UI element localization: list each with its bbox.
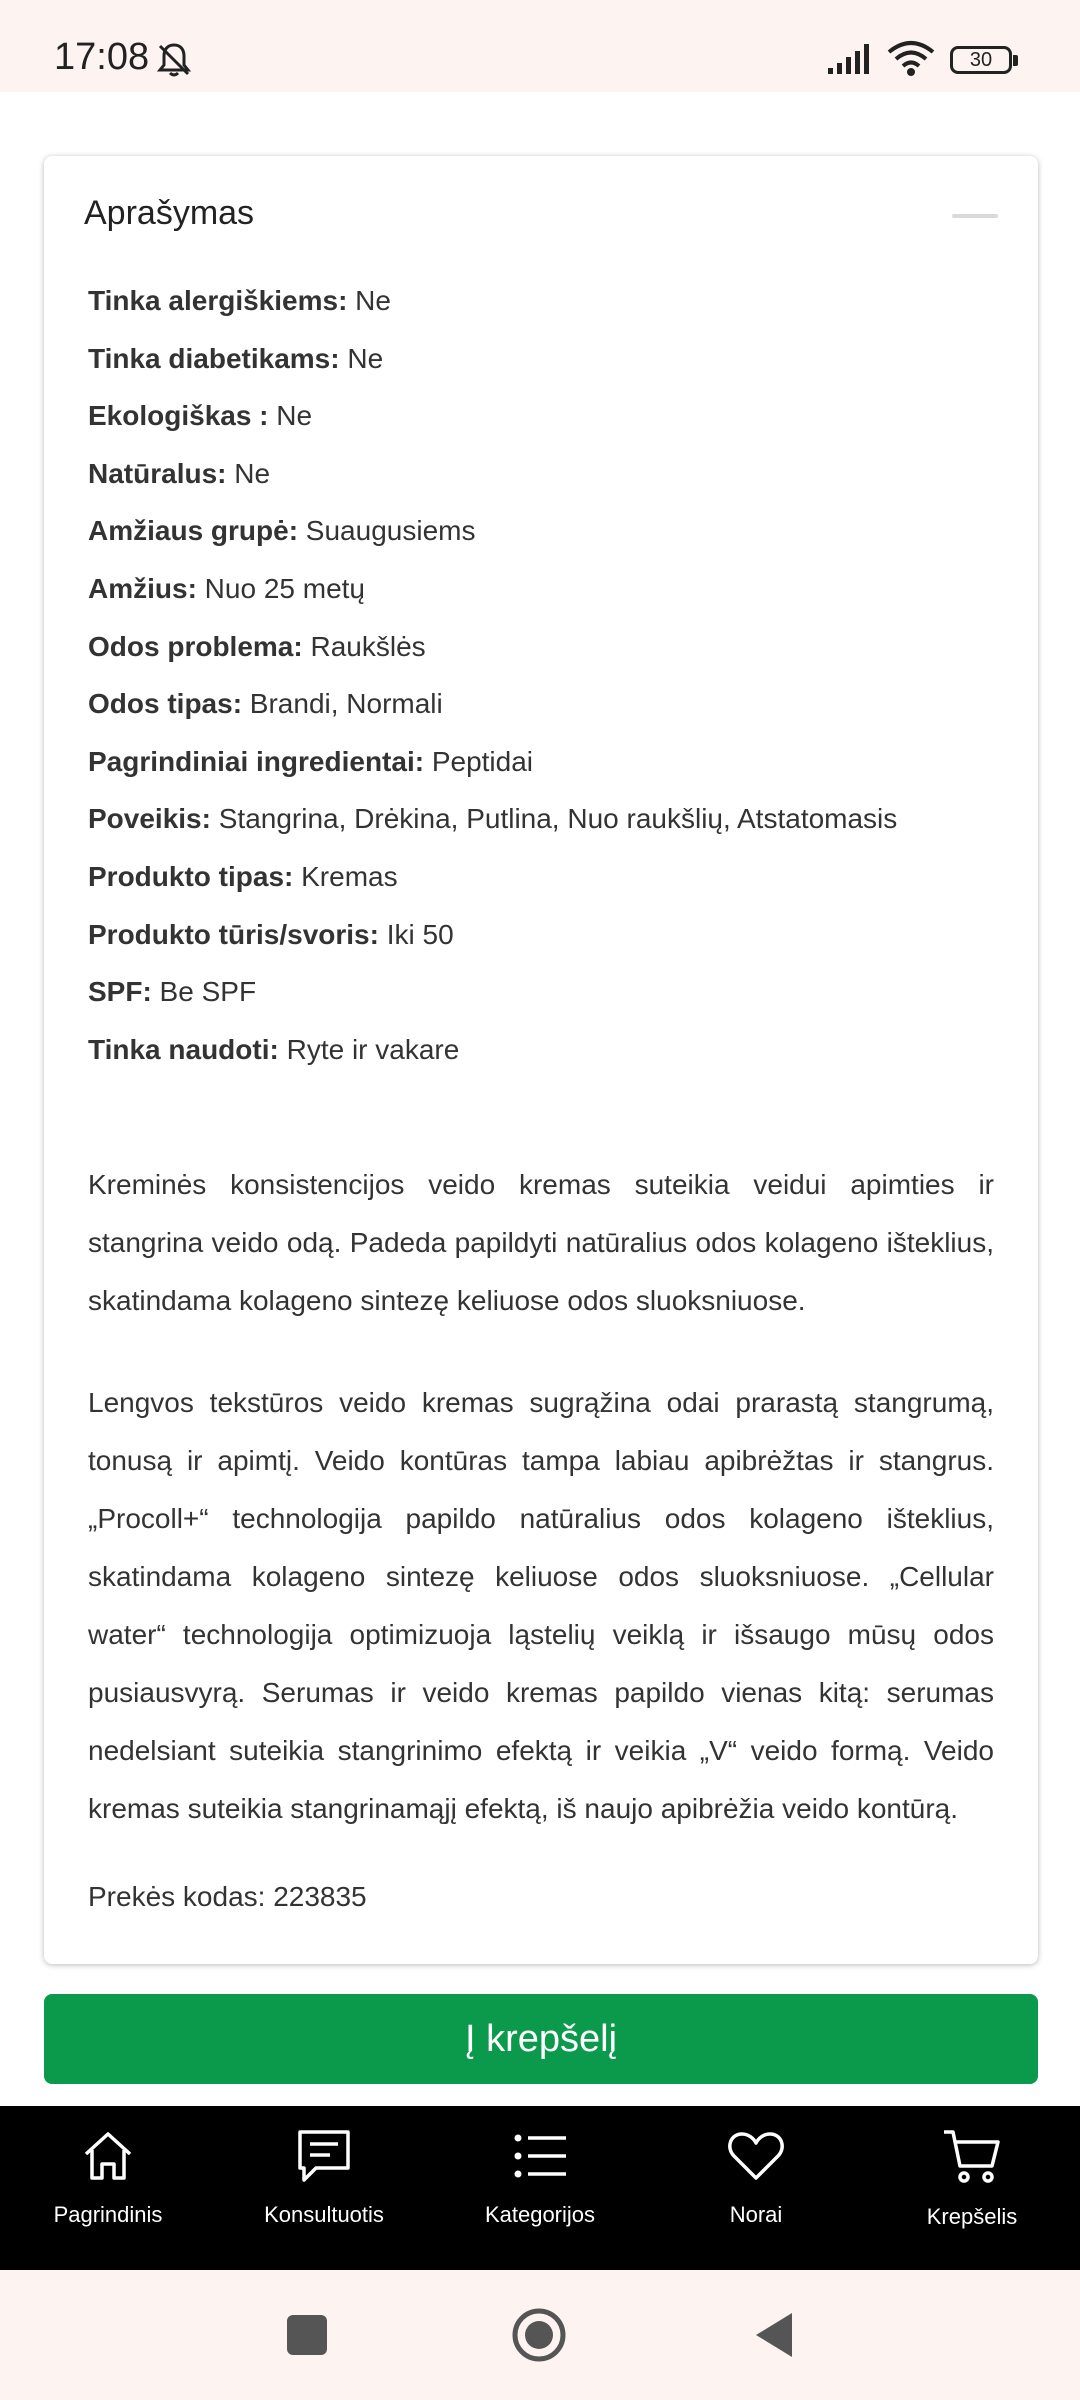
property-value: Peptidai — [424, 745, 534, 777]
property-value: Iki 50 — [378, 918, 454, 950]
cart-icon — [942, 2126, 1002, 2186]
status-bar — [0, 0, 1080, 92]
property-row — [88, 330, 998, 388]
property-row — [88, 790, 998, 848]
property-row — [88, 445, 998, 503]
nav-item-consult[interactable] — [216, 2106, 432, 2270]
property-label: Natūralus: — [88, 457, 227, 489]
wifi-icon — [886, 38, 936, 78]
card-title: Aprašymas — [84, 194, 255, 232]
properties-list — [88, 272, 998, 1078]
property-value: Ryte ir vakare — [278, 1033, 460, 1065]
property-value: Kremas — [293, 860, 398, 892]
property-row — [88, 1021, 998, 1079]
property-label: Pagrindiniai ingredientai: — [88, 745, 425, 777]
property-label: Produkto tūris/svoris: — [88, 918, 379, 950]
property-row — [88, 675, 998, 733]
property-row — [88, 906, 998, 964]
property-value: Ne — [268, 400, 313, 432]
status-time: 17:08 — [54, 36, 150, 78]
home-button-icon[interactable] — [512, 2308, 566, 2362]
chat-icon — [294, 2126, 354, 2186]
recent-apps-icon[interactable] — [280, 2308, 334, 2362]
bottom-nav — [0, 2106, 1080, 2270]
property-row — [88, 272, 998, 330]
property-label: Amžiaus grupė: — [88, 515, 299, 547]
property-label: Tinka alergiškiems: — [88, 285, 348, 316]
property-label: Produkto tipas: — [88, 860, 294, 892]
property-value: Ne — [347, 285, 391, 316]
back-icon[interactable] — [748, 2308, 802, 2362]
property-value: Nuo 25 metų — [196, 572, 366, 604]
property-label: Odos tipas: — [88, 688, 243, 720]
add-to-cart-button[interactable]: Į krepšelį — [44, 1994, 1038, 2084]
property-label: Tinka naudoti: — [88, 1033, 279, 1065]
nav-label: Norai — [729, 2202, 783, 2227]
nav-label: Kategorijos — [484, 2202, 596, 2227]
description-paragraph: Lengvos tekstūros veido kremas sugrąžina odai prarastą stangrumą, tonusą ir apimtį. Veido kontūras tampa labiau apibrėžtas ir stangrus. „Procoll+“ technologija papildo natūralius odos kolageno išteklius, skatindama kolageno sintezę keliuose odos sluoksniuose. „Cellular water“ technologija optimizuoja ląstelių veiklą ir išsaugo mūsų odos pusiausvyrą. Serumas ir veido kremas papildo vienas kitą: serumas nedelsiant suteikia stangrinimo efektą ir veikia „V“ veido formą. Veido kremas suteikia stangrinamąjį efektą, iš naujo apibrėžia veido kontūrą. — [88, 1387, 994, 1824]
property-row — [88, 502, 998, 560]
property-value: Raukšlės — [302, 630, 426, 662]
property-row — [88, 387, 998, 445]
collapse-icon[interactable] — [952, 214, 998, 218]
bell-off-icon — [154, 40, 194, 80]
property-value: Stangrina, Drėkina, Putlina, Nuo raukšlių, Atstatomasis — [210, 803, 898, 835]
property-value: Be SPF — [151, 976, 257, 1008]
battery-icon: 30 — [950, 46, 1012, 74]
property-row — [88, 733, 998, 791]
system-nav-bar — [0, 2270, 1080, 2400]
nav-label: Pagrindinis — [53, 2202, 163, 2227]
nav-item-home[interactable] — [0, 2106, 216, 2270]
property-value: Brandi, Normali — [242, 688, 443, 720]
nav-label: Konsultuotis — [264, 2202, 384, 2227]
property-row — [88, 618, 998, 676]
property-row — [88, 963, 998, 1021]
nav-label: Krepšelis — [926, 2204, 1018, 2229]
home-icon — [78, 2126, 138, 2186]
signal-icon — [826, 42, 876, 76]
property-value: Ne — [226, 457, 271, 489]
product-code: Prekės kodas: 223835 — [88, 1881, 367, 1912]
property-value: Suaugusiems — [298, 515, 476, 547]
property-label: Odos problema: — [88, 630, 303, 662]
property-row — [88, 848, 998, 906]
description-paragraph: Kreminės konsistencijos veido kremas suteikia veidui apimties ir stangrina veido odą. Padeda papildyti natūralius odos kolageno išteklius, skatindama kolageno sintezę keliuose odos sluoksniuose. — [88, 1169, 994, 1316]
nav-item-categories[interactable] — [432, 2106, 648, 2270]
property-value: Ne — [339, 342, 384, 374]
property-label: Amžius: — [88, 572, 197, 604]
property-label: Poveikis: — [88, 803, 211, 835]
nav-item-cart[interactable] — [864, 2106, 1080, 2270]
heart-icon — [726, 2126, 786, 2186]
property-label: Ekologiškas : — [88, 400, 269, 432]
property-row — [88, 560, 998, 618]
property-label: SPF: — [88, 976, 152, 1008]
list-icon — [510, 2126, 570, 2186]
property-label: Tinka diabetikams: — [88, 342, 340, 374]
nav-item-wishlist[interactable] — [648, 2106, 864, 2270]
description-card — [44, 156, 1038, 1964]
